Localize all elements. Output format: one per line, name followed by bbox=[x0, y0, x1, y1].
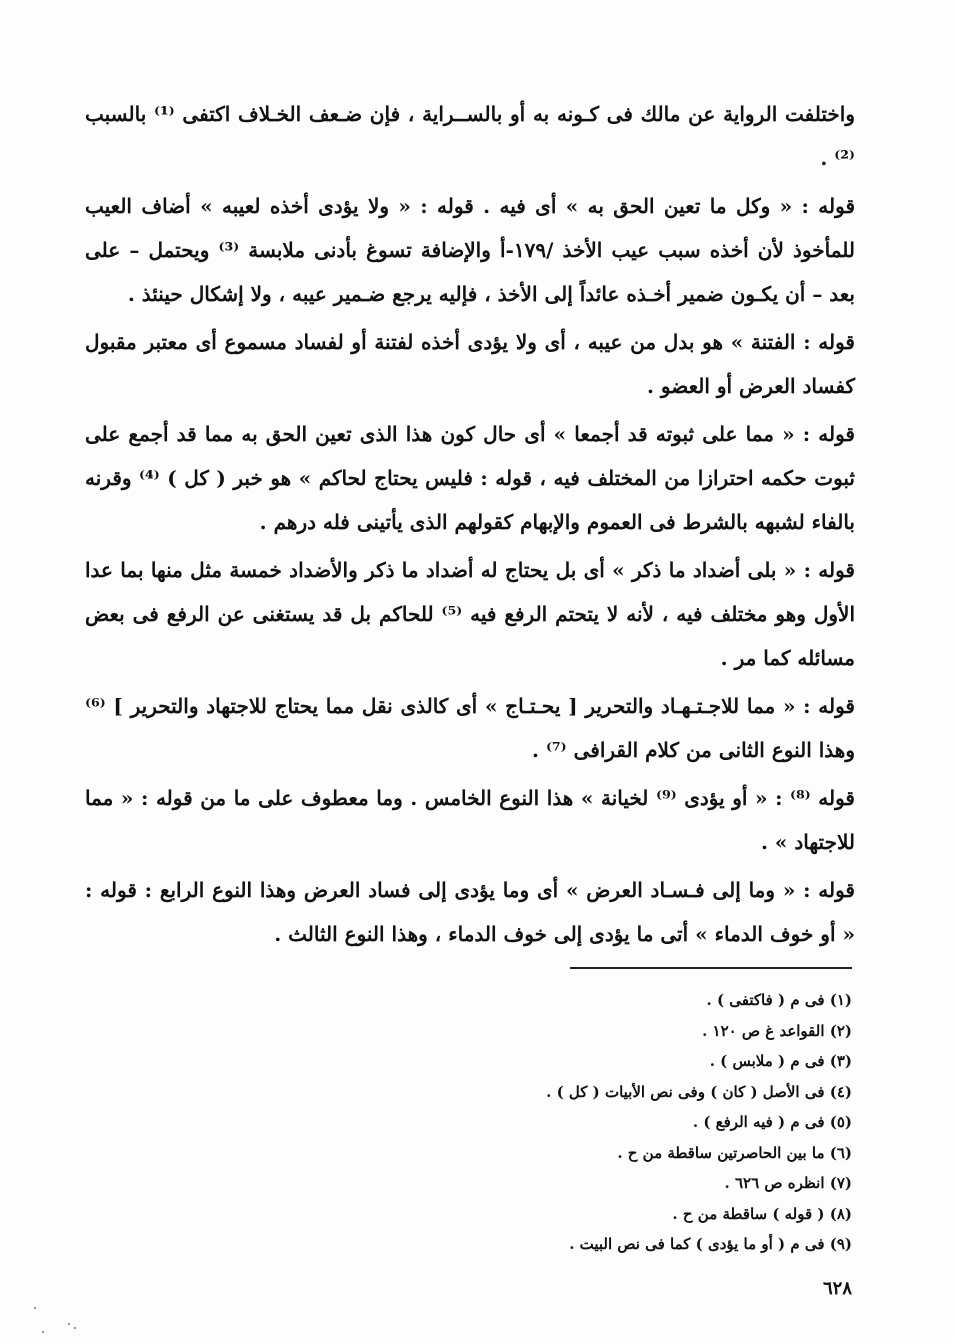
paragraph: قوله : « وما إلى فـسـاد العرض » أى وما يؤدى إلى فساد العرض وهذا النوع الرابع : قوله : « أو خوف الدماء » أتى ما يؤدى إلى خوف الدماء ، وهذا النوع الثالث . bbox=[85, 878, 855, 946]
main-text bbox=[85, 92, 855, 960]
paragraph: قوله : الفتنة » هو بدل من عيبه ، أى ولا يؤدى أخذه لفتنة أو لفساد مسموع أى معتبر مقبول كفساد العرض أو العضو . bbox=[85, 330, 855, 398]
footnote: (٢) القواعد غ ص ١٢٠ . bbox=[702, 1021, 852, 1040]
paragraph: قوله : « بلى أضداد ما ذكر » أى بل يحتاج له أضداد ما ذكر والأضداد خمسة مثل منها بما عدا الأول وهو مختلف فيه ، لأنه لا يتحتم الرفع فيه ⁽⁵⁾ للحاكم بل قد يستغنى عن الرفع فى بعض مسائله كما مر . bbox=[85, 558, 856, 670]
footnote: (١) فى م ( فاكتفى ) . bbox=[706, 991, 852, 1009]
paragraph: قوله : « وكل ما تعين الحق به » أى فيه . قوله : « ولا يؤدى أخذه لعيبه » أضاف العيب للمأخوذ لأن أخذه سبب عيب الأخذ /١٧٩-أ والإضافة تسوغ بأدنى ملابسة ⁽³⁾ ويحتمل – على بعد – أن يكـون ضمير أخـذه عائداً إلى الأخذ ، فإليه يرجع ضـمير عيبه ، ولا إشكال حينئذ . bbox=[85, 194, 855, 306]
paragraph: قوله ⁽⁸⁾ : « أو يؤدى ⁽⁹⁾ لخيانة » هذا النوع الخامس . وما معطوف على ما من قوله : « مما للاجتهاد » . bbox=[85, 786, 855, 854]
footnote: (٣) فى م ( ملابس ) . bbox=[709, 1052, 852, 1070]
paragraph: قوله : « مما للاجـتـهـاد والتحرير [ يحـتـاج » أى كالذى نقل مما يحتاج للاجتهاد والتحرير ] ⁽⁶⁾ وهذا النوع الثانى من كلام القرافى ⁽⁷⁾ . bbox=[85, 694, 855, 762]
footnote: (٦) ما بين الحاصرتين ساقطة من ح . bbox=[617, 1143, 852, 1162]
paragraph: واختلفت الرواية عن مالك فى كـونه به أو بالســراية ، فإن ضـعف الخـلاف اكتفى ⁽¹⁾ بالسبب ⁽²⁾ . bbox=[85, 102, 855, 170]
page-number: ٦٢٨ bbox=[822, 1278, 852, 1299]
footnote-divider bbox=[570, 967, 852, 969]
footnotes bbox=[300, 985, 852, 1260]
footnote: (٤) فى الأصل ( كان ) وفى نص الأبيات ( كل ) . bbox=[546, 1082, 852, 1101]
paragraph: قوله : « مما على ثبوته قد أجمعا » أى حال كون هذا الذى تعين الحق به مما قد أجمع على ثبوت حكمه احترازا من المختلف فيه ، قوله : فليس يحتاج لحاكم » هو خبر ( كل ) ⁽⁴⁾ وقرنه بالفاء لشبهه بالشرط فى العموم والإبهام كقولهم الذى يأتينى فله درهم . bbox=[85, 422, 855, 534]
footnote: (٥) فى م ( فيه الرفع ) . bbox=[692, 1113, 852, 1131]
footnote: (٧) انظره ص ٦٢٦ . bbox=[724, 1174, 852, 1192]
footnote: (٨) ( قوله ) ساقطة من ح . bbox=[672, 1204, 852, 1223]
footnote: (٩) فى م ( أو ما يؤدى ) كما فى نص البيت . bbox=[569, 1235, 852, 1253]
scan-specks bbox=[30, 1305, 90, 1335]
